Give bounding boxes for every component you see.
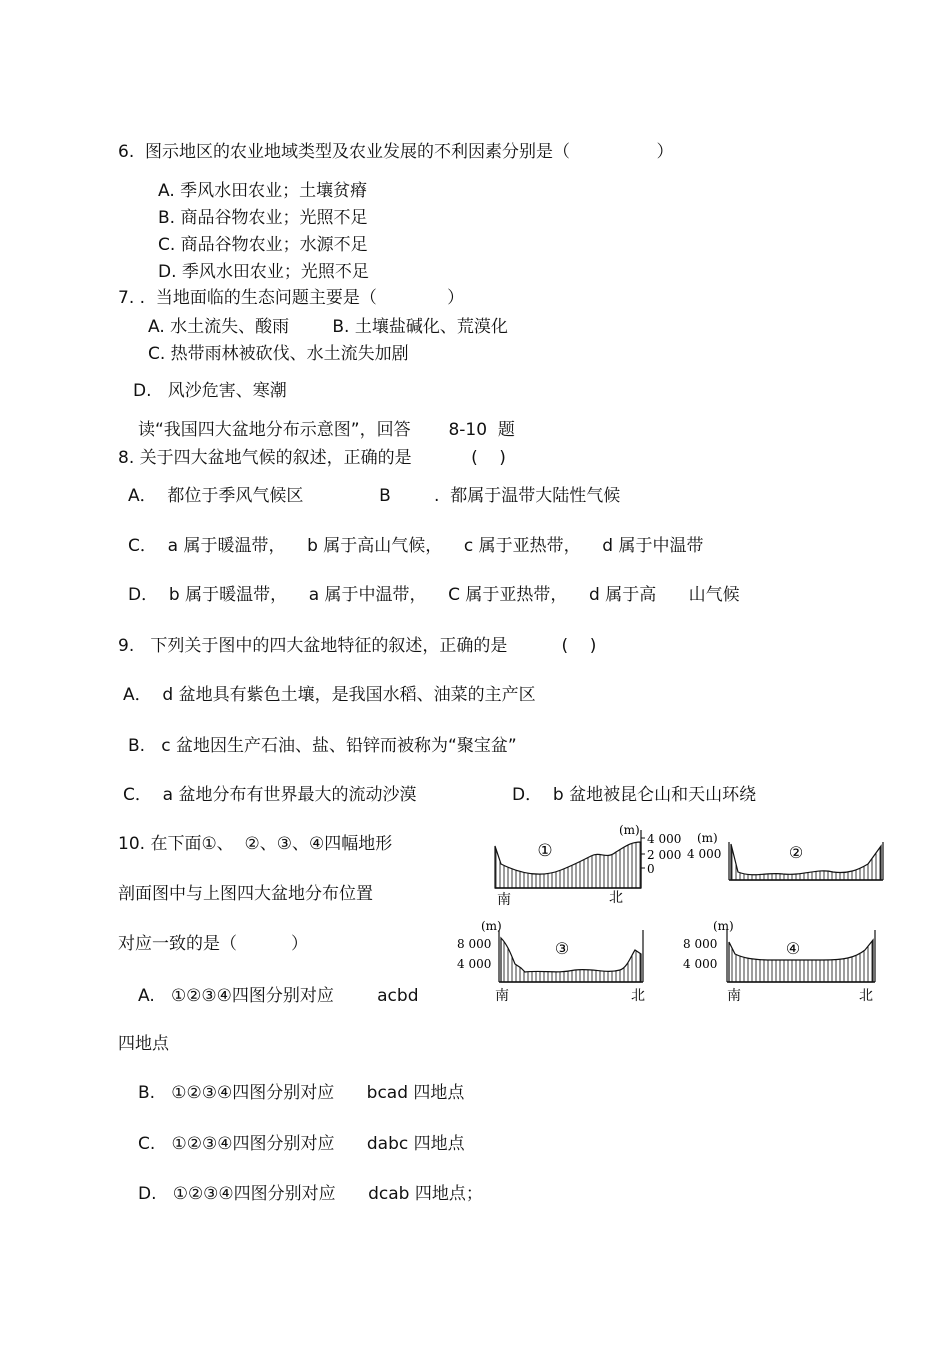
profile-1-tick-2000: 2 000 xyxy=(647,848,682,862)
profile-3-number: ③ xyxy=(554,939,570,958)
profile-1 xyxy=(491,818,682,908)
q10-option-a-cont: 四地点 xyxy=(118,1034,169,1054)
q10-stem-line1: 10. 在下面①、 ②、③、④四幅地形 xyxy=(118,834,393,854)
profile-1-south: 南 xyxy=(497,892,511,908)
q10-stem-line2: 剖面图中与上图四大盆地分布位置 xyxy=(118,884,373,904)
q6-stem: 6. 图示地区的农业地域类型及农业发展的不利因素分别是（ ） xyxy=(118,142,674,162)
profile-3-north: 北 xyxy=(631,988,645,1004)
profile-4-south: 南 xyxy=(727,988,741,1004)
profile-4-north: 北 xyxy=(859,988,873,1004)
q10-option-b: B. ①②③④四图分别对应 bcad 四地点 xyxy=(138,1083,465,1103)
profile-1-tick-0: 0 xyxy=(647,862,655,876)
profile-3 xyxy=(455,916,655,1010)
q9-option-c: C． a 盆地分布有世界最大的流动沙漠 xyxy=(123,785,417,805)
profile-1-number: ① xyxy=(537,841,553,861)
q8-option-c: C． a 属于暖温带， b 属于高山气候， c 属于亚热带， d 属于中温带 xyxy=(128,536,704,556)
q10-stem-line3: 对应一致的是（ ） xyxy=(118,934,309,954)
reading-intro: 读“我国四大盆地分布示意图”，回答 8-10 题 xyxy=(138,420,515,440)
q6-option-a: A. 季风水田农业；土壤贫瘠 xyxy=(158,181,368,201)
q6-option-b: B. 商品谷物农业；光照不足 xyxy=(158,208,368,228)
q9-option-d: D． b 盆地被昆仑山和天山环绕 xyxy=(512,785,757,805)
q6-option-d: D. 季风水田农业；光照不足 xyxy=(158,262,369,282)
profile-3-unit: (m) xyxy=(481,919,502,933)
profile-4-tick-4000: 4 000 xyxy=(683,957,718,971)
q9-option-a: A． d 盆地具有紫色土壤，是我国水稻、油菜的主产区 xyxy=(123,685,536,705)
q10-option-c: C. ①②③④四图分别对应 dabc 四地点 xyxy=(138,1134,465,1154)
q7-option-d: D. 风沙危害、寒潮 xyxy=(133,381,287,401)
profile-4 xyxy=(683,916,888,1010)
q8-stem: 8. 关于四大盆地气候的叙述，正确的是 ( ) xyxy=(118,448,506,468)
profile-3-tick-8000: 8 000 xyxy=(457,937,492,951)
q6-option-c: C. 商品谷物农业；水源不足 xyxy=(158,235,368,255)
profile-1-unit: (m) xyxy=(619,823,640,837)
profile-1-tick-4000: 4 000 xyxy=(647,832,682,846)
profile-4-unit: (m) xyxy=(713,919,734,933)
profile-3-tick-4000: 4 000 xyxy=(457,957,492,971)
profile-3-south: 南 xyxy=(495,988,509,1004)
q8-option-d: D． b 属于暖温带， a 属于中温带， C 属于亚热带， d 属于高 山气候 xyxy=(128,585,740,605)
q9-stem: 9. 下列关于图中的四大盆地特征的叙述，正确的是 ( ) xyxy=(118,636,597,656)
q7-stem: 7. . 当地面临的生态问题主要是（ ） xyxy=(118,288,465,308)
profile-4-number: ④ xyxy=(785,939,801,958)
profile-2-tick-4000: 4 000 xyxy=(687,847,722,861)
q7-option-c: C. 热带雨林被砍伐、水土流失加剧 xyxy=(148,344,409,364)
q8-options-ab: A． 都位于季风气候区 B . 都属于温带大陆性气候 xyxy=(128,486,621,506)
terrain-profiles-figure xyxy=(455,818,890,1010)
q10-option-d: D. ①②③④四图分别对应 dcab 四地点； xyxy=(138,1184,483,1204)
profile-2-unit: (m) xyxy=(697,831,718,845)
q9-option-b: B. c 盆地因生产石油、盐、铅锌而被称为“聚宝盆” xyxy=(128,736,517,756)
profile-1-north: 北 xyxy=(609,890,623,906)
profile-2-number: ② xyxy=(788,843,804,862)
profile-4-tick-8000: 8 000 xyxy=(683,937,718,951)
q10-option-a: A. ①②③④四图分别对应 acbd xyxy=(138,986,419,1006)
profile-2 xyxy=(683,828,888,898)
q7-options-ab: A. 水土流失、酸雨 B. 土壤盐碱化、荒漠化 xyxy=(148,317,508,337)
